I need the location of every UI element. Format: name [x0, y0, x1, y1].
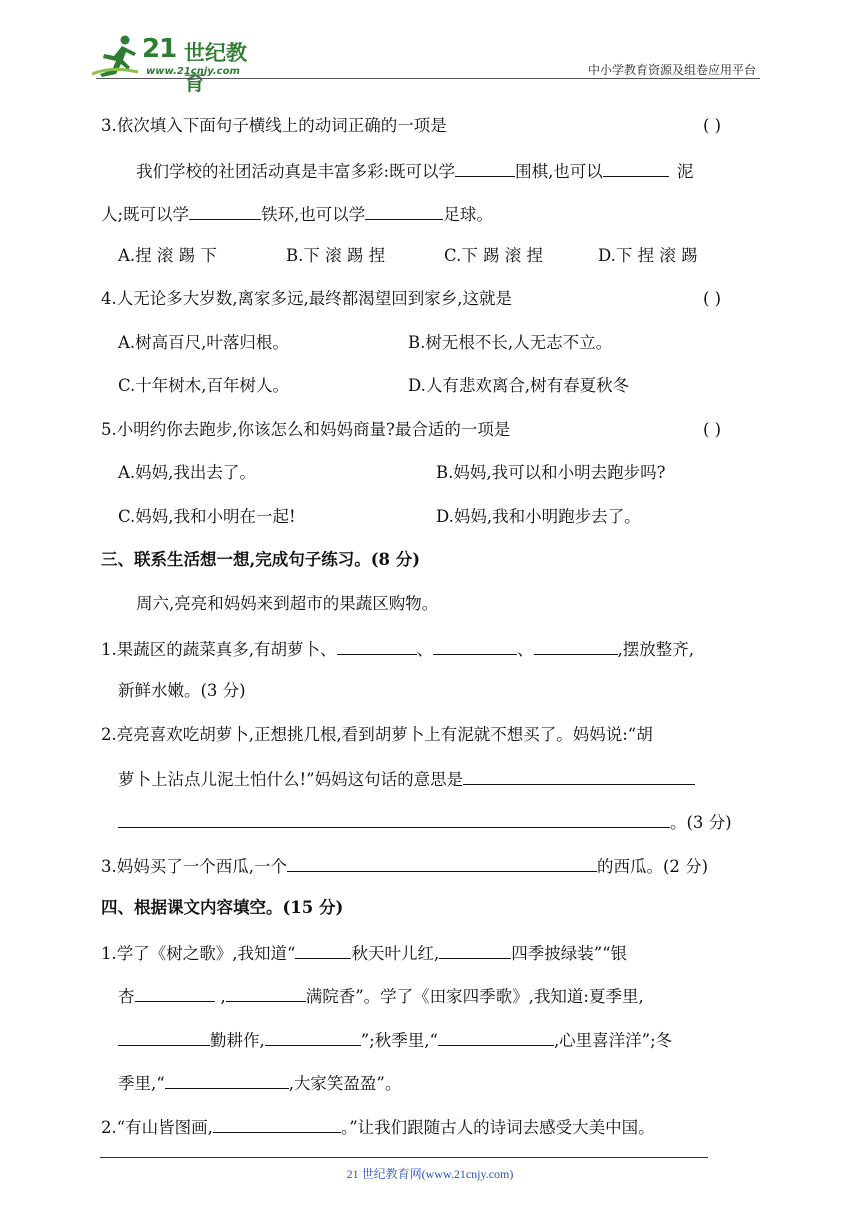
s4-q1-l4-a: 季里,“: [118, 1074, 165, 1093]
s4-q1-l3-c: ,心里喜洋洋”;冬: [553, 1031, 673, 1050]
s4-q1-l2-a: 杏: [118, 987, 135, 1006]
q5-stem: 5.小明约你去跑步,你该怎么和妈妈商量?最合适的一项是: [101, 420, 511, 439]
s4-q1-l4-b: ,大家笑盈盈”。: [288, 1074, 402, 1093]
header-divider: [96, 78, 760, 79]
q3-passage-line2: [101, 203, 493, 225]
q3-answer-paren: ( ): [703, 116, 722, 135]
q3-blank-3[interactable]: [189, 203, 261, 220]
s3-q1-a: 1.果蔬区的蔬菜真多,有胡萝卜、: [101, 640, 337, 659]
q5-option-c[interactable]: C.妈妈,我和小明在一起!: [118, 507, 296, 526]
site-logo: [92, 34, 257, 95]
q3-l1-a: 我们学校的社团活动真是丰富多彩:既可以学: [136, 162, 456, 181]
s3-q1-b: ,摆放整齐,: [617, 640, 694, 659]
q5-option-a[interactable]: A.妈妈,我出去了。: [118, 463, 256, 482]
q3-option-c[interactable]: C.下 踢 滚 捏: [444, 246, 544, 265]
q3-blank-1[interactable]: [455, 160, 515, 177]
section-3-intro: 周六,亮亮和妈妈来到超市的果蔬区购物。: [136, 594, 439, 613]
s4-q1-l1-c: 四季披绿装”“银: [511, 944, 628, 963]
s3-q3-b: 的西瓜。(2 分): [597, 857, 709, 876]
s4-q1-line3: [118, 1029, 672, 1051]
s3-q1-line2: 新鲜水嫩。(3 分): [118, 681, 246, 700]
s3-q2-blank-1[interactable]: [463, 768, 695, 785]
s3-q3-a: 3.妈妈买了一个西瓜,一个: [101, 857, 287, 876]
q5-answer-paren: ( ): [703, 420, 722, 439]
s3-q2-end: 。(3 分): [670, 813, 732, 832]
s4-q1-l2-c: 满院香”。学了《田家四季歌》,我知道:夏季里,: [305, 987, 644, 1006]
q4-option-d[interactable]: D.人有悲欢离合,树有春夏秋冬: [408, 376, 630, 395]
s4-q1-l1-a: 1.学了《树之歌》,我知道“: [101, 944, 296, 963]
q3-l2-b: 铁环,也可以学: [261, 205, 366, 224]
runner-icon: [92, 34, 142, 78]
logo-url: www.21cnjy.com: [146, 66, 240, 77]
s3-q2-l2-text: 萝卜上沾点儿泥土怕什么!”妈妈这句话的意思是: [118, 770, 464, 789]
header-tagline: 中小学教育资源及组卷应用平台: [587, 63, 756, 77]
s4-q2-b: 。”让我们跟随古人的诗词去感受大美中国。: [340, 1118, 655, 1137]
s3-q1-blank-3[interactable]: [534, 638, 618, 655]
s4-q1-l3-b: ”;秋季里,“: [360, 1031, 438, 1050]
q3-l2-c: 足球。: [443, 205, 493, 224]
s3-q1-sep1: 、: [416, 640, 433, 659]
q3-l1-b: 围棋,也可以: [515, 162, 603, 181]
q4-stem: 4.人无论多大岁数,离家多远,最终都渴望回到家乡,这就是: [101, 289, 512, 308]
q4-option-a[interactable]: A.树高百尺,叶落归根。: [118, 333, 289, 352]
footer-divider: [100, 1157, 708, 1158]
s4-q2: [101, 1116, 655, 1138]
q4-answer-paren: ( ): [703, 289, 722, 308]
s4-q1-blank-2[interactable]: [439, 942, 511, 959]
s4-q1-blank-7[interactable]: [438, 1029, 554, 1046]
s4-q1-blank-5[interactable]: [118, 1029, 210, 1046]
q3-blank-4[interactable]: [365, 203, 443, 220]
s4-q2-a: 2.“有山皆图画,: [101, 1118, 213, 1137]
s3-q3-blank[interactable]: [287, 855, 597, 872]
s4-q1-line2: [118, 985, 644, 1007]
s4-q1-l1-b: 秋天叶儿红,: [351, 944, 440, 963]
s4-q1-blank-4[interactable]: [226, 985, 306, 1002]
s4-q1-l2-b: ,: [220, 987, 226, 1006]
s3-q1-blank-1[interactable]: [337, 638, 417, 655]
s4-q1-blank-1[interactable]: [295, 942, 351, 959]
q3-blank-2[interactable]: [603, 160, 669, 177]
s3-q1-line1: [101, 638, 694, 660]
logo-number: 21: [142, 34, 177, 64]
q3-l1-c: 泥: [676, 162, 694, 181]
q5-option-d[interactable]: D.妈妈,我和小明跑步去了。: [436, 507, 641, 526]
q3-option-b[interactable]: B.下 滚 踢 捏: [286, 246, 386, 265]
s3-q3: [101, 855, 708, 877]
s3-q1-sep2: 、: [517, 640, 534, 659]
s4-q1-l3-a: 勤耕作,: [210, 1031, 265, 1050]
q3-passage-line1: [136, 160, 693, 182]
q3-option-a[interactable]: A.捏 滚 踢 下: [118, 246, 217, 265]
s4-q2-blank[interactable]: [213, 1116, 341, 1133]
s4-q1-line1: [101, 942, 627, 964]
s3-q2-line1: 2.亮亮喜欢吃胡萝卜,正想挑几根,看到胡萝卜上有泥就不想买了。妈妈说:“胡: [101, 725, 653, 744]
q3-l2-a: 人;既可以学: [101, 205, 190, 224]
q3-option-d[interactable]: D.下 捏 滚 踢: [598, 246, 698, 265]
q4-option-c[interactable]: C.十年树木,百年树人。: [118, 376, 290, 395]
s3-q1-blank-2[interactable]: [433, 638, 517, 655]
footer-link[interactable]: 21 世纪教育网(www.21cnjy.com): [346, 1167, 514, 1181]
s3-q2-line3: [118, 811, 732, 833]
s3-q2-line2: [118, 768, 695, 790]
s4-q1-line4: [118, 1072, 401, 1094]
section-3-title: 三、联系生活想一想,完成句子练习。(8 分): [101, 550, 421, 569]
q5-option-b[interactable]: B.妈妈,我可以和小明去跑步吗?: [436, 463, 666, 482]
logo-text: 世纪教育: [184, 41, 247, 95]
section-4-title: 四、根据课文内容填空。(15 分): [101, 898, 344, 917]
s4-q1-blank-3[interactable]: [135, 985, 215, 1002]
s4-q1-blank-6[interactable]: [265, 1029, 361, 1046]
s3-q2-blank-2[interactable]: [118, 811, 670, 828]
s4-q1-blank-8[interactable]: [165, 1072, 289, 1089]
q4-option-b[interactable]: B.树无根不长,人无志不立。: [408, 333, 613, 352]
q3-stem: 3.依次填入下面句子横线上的动词正确的一项是: [101, 116, 447, 135]
